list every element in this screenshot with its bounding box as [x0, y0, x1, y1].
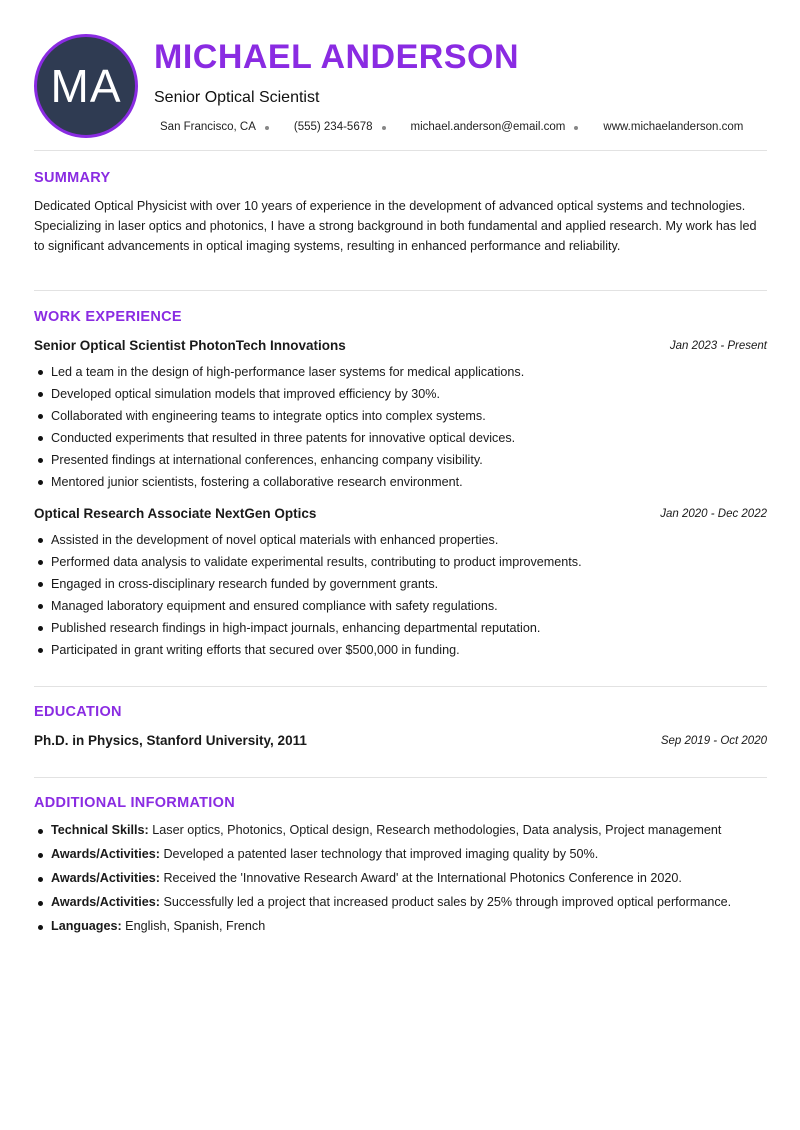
- education-degree: Ph.D. in Physics, Stanford University, 2011: [34, 733, 307, 748]
- list-item: Presented findings at international conferences, enhancing company visibility.: [34, 449, 767, 471]
- contact-email[interactable]: michael.anderson@email.com: [410, 121, 566, 133]
- list-item: [34, 845, 767, 864]
- list-item: Assisted in the development of novel optical materials with enhanced properties.: [34, 529, 767, 551]
- item-label: Awards/Activities:: [51, 895, 160, 909]
- list-item: Engaged in cross-disciplinary research funded by government grants.: [34, 573, 767, 595]
- contact-location: San Francisco, CA: [160, 121, 256, 133]
- list-item: Published research findings in high-impact journals, enhancing departmental reputation.: [34, 617, 767, 639]
- separator-dot: [265, 126, 269, 130]
- list-item: Participated in grant writing efforts that secured over $500,000 in funding.: [34, 639, 767, 661]
- job-role: Optical Research Associate NextGen Optics: [34, 506, 317, 521]
- education-dates: Sep 2019 - Oct 2020: [660, 735, 767, 747]
- list-item: Conducted experiments that resulted in three patents for innovative optical devices.: [34, 427, 767, 449]
- item-label: Awards/Activities:: [51, 847, 160, 861]
- list-item: Led a team in the design of high-performance laser systems for medical applications.: [34, 361, 767, 383]
- avatar-initials: MA: [50, 60, 122, 112]
- job-header: [34, 506, 767, 524]
- job-dates: Jan 2020 - Dec 2022: [660, 508, 767, 520]
- separator-dot: [574, 126, 578, 130]
- item-text: English, Spanish, French: [121, 919, 266, 933]
- contact-line: [160, 121, 743, 133]
- list-item: [34, 893, 767, 912]
- summary-text: Dedicated Optical Physicist with over 10 years of experience in the development of advanced optical systems and technologies. Specializing in laser optics and photonics, I have a strong background in both fundamental and applied research. My work has led to significant advancements in optical imaging systems, resulting in enhanced performance and reliability.: [34, 199, 757, 253]
- candidate-name: MICHAEL ANDERSON: [154, 38, 520, 76]
- additional-heading: ADDITIONAL INFORMATION: [34, 795, 235, 811]
- list-item: Managed laboratory equipment and ensured compliance with safety regulations.: [34, 595, 767, 617]
- list-item: Mentored junior scientists, fostering a collaborative research environment.: [34, 471, 767, 493]
- item-label: Awards/Activities:: [51, 871, 160, 885]
- job-bullets: [34, 361, 767, 493]
- section-divider: [34, 290, 767, 291]
- item-label: Technical Skills:: [51, 823, 149, 837]
- list-item: [34, 869, 767, 888]
- education-heading: EDUCATION: [34, 704, 122, 720]
- separator-dot: [382, 126, 386, 130]
- section-divider: [34, 777, 767, 778]
- item-text: Laser optics, Photonics, Optical design, Research methodologies, Data analysis, Project management: [148, 823, 722, 837]
- experience-heading: WORK EXPERIENCE: [34, 309, 182, 325]
- section-divider: [34, 686, 767, 687]
- summary-heading: SUMMARY: [34, 170, 111, 186]
- item-text: Received the 'Innovative Research Award' at the International Photonics Conference in 2020.: [159, 871, 682, 885]
- item-text: Developed a patented laser technology that improved imaging quality by 50%.: [159, 847, 599, 861]
- item-label: Languages:: [51, 919, 122, 933]
- item-text: Successfully led a project that increased product sales by 25% through improved optical performance.: [159, 895, 732, 909]
- list-item: Developed optical simulation models that improved efficiency by 30%.: [34, 383, 767, 405]
- section-divider: [34, 150, 767, 151]
- resume-header: [34, 34, 767, 138]
- list-item: Collaborated with engineering teams to integrate optics into complex systems.: [34, 405, 767, 427]
- list-item: [34, 821, 767, 840]
- avatar: [34, 34, 138, 138]
- education-entry: [34, 733, 767, 751]
- job-header: [34, 338, 767, 356]
- contact-phone[interactable]: (555) 234-5678: [293, 121, 373, 133]
- candidate-title: Senior Optical Scientist: [154, 89, 320, 106]
- additional-list: [34, 821, 767, 941]
- contact-website[interactable]: www.michaelanderson.com: [603, 121, 744, 133]
- list-item: Performed data analysis to validate experimental results, contributing to product improvements.: [34, 551, 767, 573]
- list-item: [34, 917, 767, 936]
- job-bullets: [34, 529, 767, 661]
- job-dates: Jan 2023 - Present: [669, 340, 767, 352]
- job-role: Senior Optical Scientist PhotonTech Innovations: [34, 338, 346, 353]
